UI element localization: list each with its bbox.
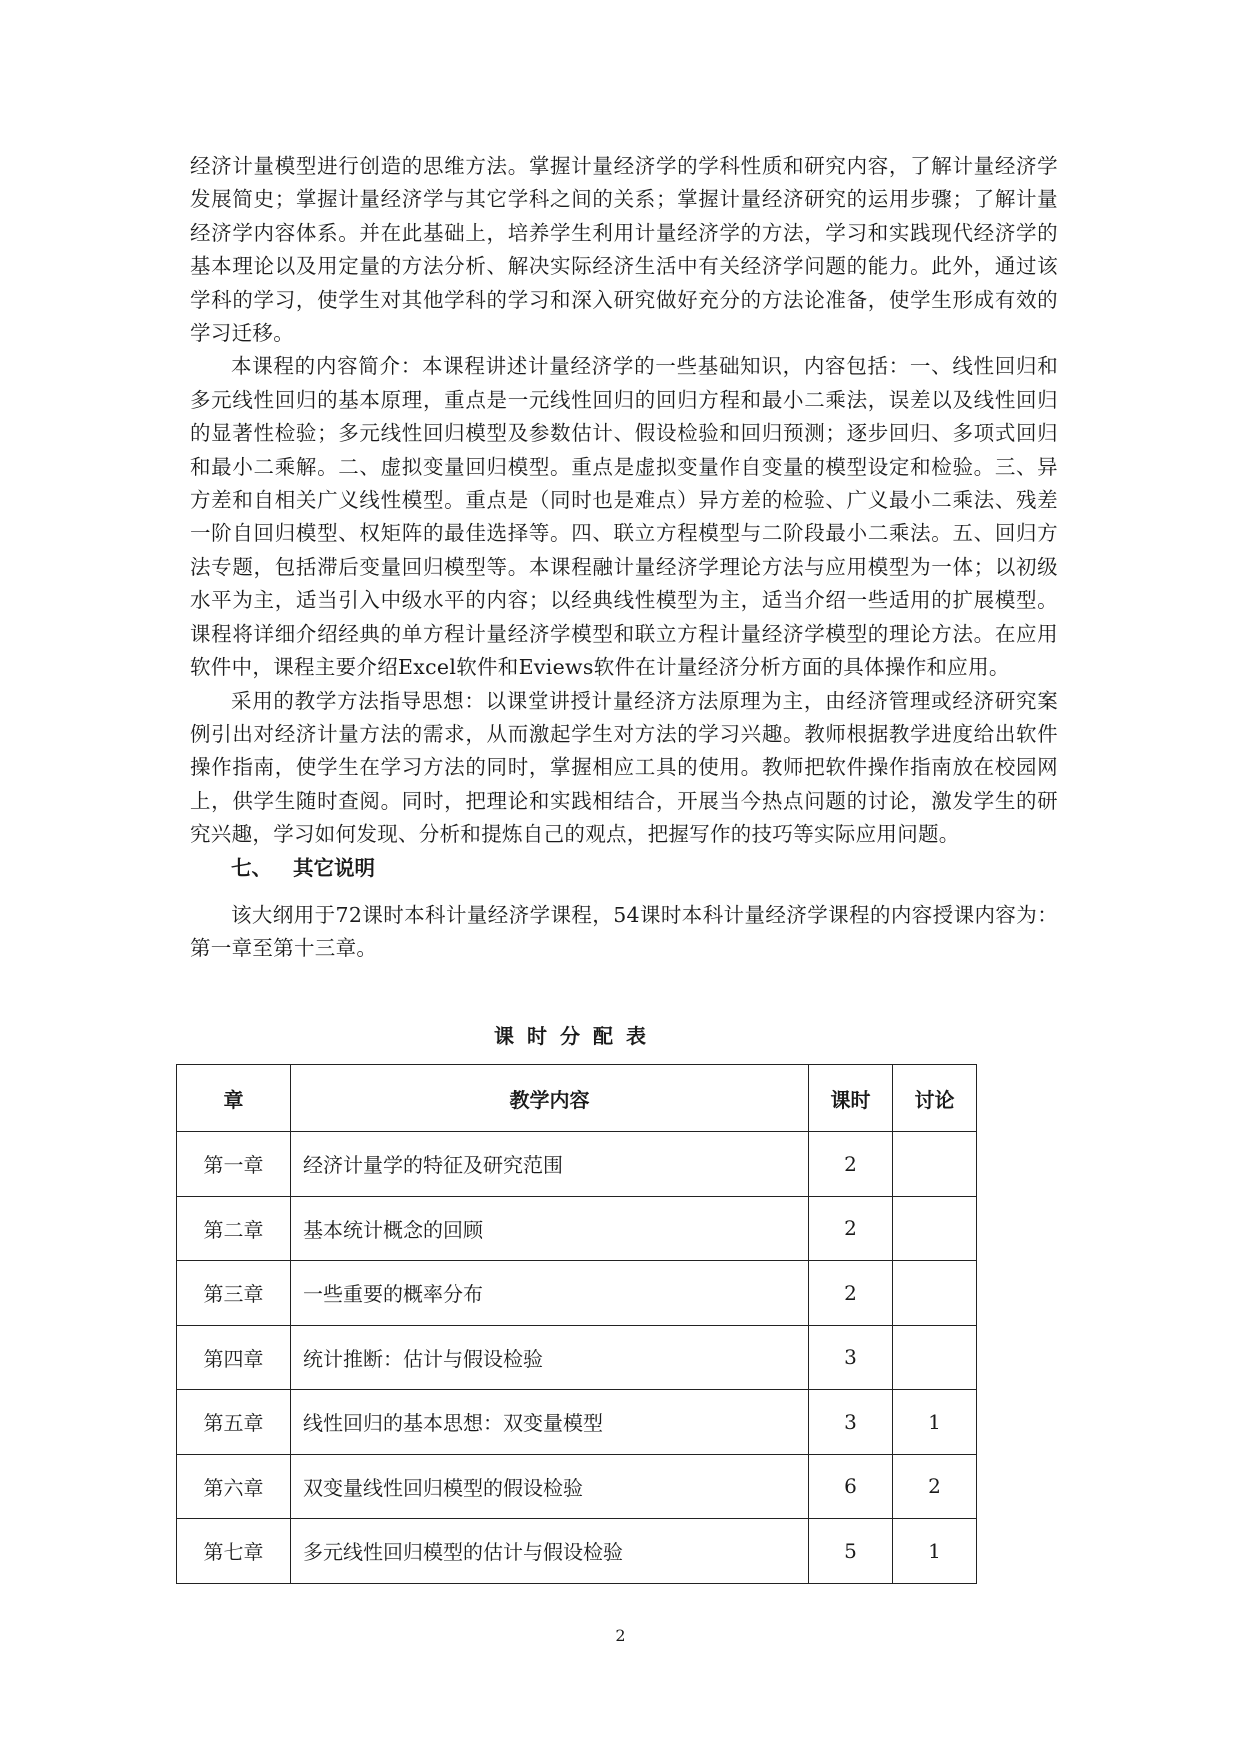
cell-chapter: 第一章 — [177, 1132, 291, 1197]
paragraph-course-intro: 本课程的内容简介：本课程讲述计量经济学的一些基础知识，内容包括：一、线性回归和多元线性回归的基本原理，重点是一元线性回归的回归方程和最小二乘法，误差以及线性回归的显著性检验；多元线性回归模型及参数估计、假设检验和回归预测；逐步回归、多项式回归和最小二乘解。二、虚拟变量回归模型。重点是虚拟变量作自变量的模型设定和检验。三、异方差和自相关广义线性模型。重点是（同时也是难点）异方差的检验、广义最小二乘法、残差一阶自回归模型、权矩阵的最佳选择等。四、联立方程模型与二阶段最小二乘法。五、回归方法专题，包括滞后变量回归模型等。本课程融计量经济学理论方法与应用模型为一体；以初级水平为主，适当引入中级水平的内容；以经典线性模型为主，适当介绍一些适用的扩展模型。课程将详细介绍经典的单方程计量经济学模型和联立方程计量经济学模型的理论方法。在应用软件中，课程主要介绍Excel软件和Eviews软件在计量经济分析方面的具体操作和应用。 — [190, 354, 1058, 680]
cell-content: 一些重要的概率分布 — [291, 1261, 809, 1326]
cell-chapter: 第五章 — [177, 1390, 291, 1455]
cell-hours: 6 — [809, 1454, 893, 1519]
cell-discussion — [893, 1196, 977, 1261]
hours-allocation-table — [176, 1064, 977, 1584]
cell-content: 统计推断：估计与假设检验 — [291, 1325, 809, 1390]
table-row — [177, 1519, 977, 1584]
cell-content: 经济计量学的特征及研究范围 — [291, 1132, 809, 1197]
cell-discussion — [893, 1261, 977, 1326]
document-body — [190, 150, 1058, 966]
cell-content: 双变量线性回归模型的假设检验 — [291, 1454, 809, 1519]
header-discussion: 讨论 — [893, 1065, 977, 1132]
table-row — [177, 1132, 977, 1197]
cell-hours: 2 — [809, 1132, 893, 1197]
paragraph-objectives: 经济计量模型进行创造的思维方法。掌握计量经济学的学科性质和研究内容，了解计量经济学发展简史；掌握计量经济学与其它学科之间的关系；掌握计量经济研究的运用步骤；了解计量经济学内容体系。并在此基础上，培养学生利用计量经济学的方法，学习和实践现代经济学的基本理论以及用定量的方法分析、解决实际经济生活中有关经济学问题的能力。此外，通过该学科的学习，使学生对其他学科的学习和深入研究做好充分的方法论准备，使学生形成有效的学习迁移。 — [190, 154, 1058, 346]
cell-hours: 3 — [809, 1390, 893, 1455]
section-heading — [190, 852, 1058, 885]
cell-chapter: 第六章 — [177, 1454, 291, 1519]
table-title: 课时分配表 — [494, 1024, 659, 1048]
cell-hours: 2 — [809, 1261, 893, 1326]
header-hours: 课时 — [809, 1065, 893, 1132]
header-content: 教学内容 — [291, 1065, 809, 1132]
section-title: 其它说明 — [293, 855, 375, 880]
cell-content: 线性回归的基本思想：双变量模型 — [291, 1390, 809, 1455]
page-number: 2 — [615, 1626, 626, 1645]
paragraph-teaching-method: 采用的教学方法指导思想：以课堂讲授计量经济方法原理为主，由经济管理或经济研究案例引出对经济计量方法的需求，从而激起学生对方法的学习兴趣。教师根据教学进度给出软件操作指南，使学生在学习方法的同时，掌握相应工具的使用。教师把软件操作指南放在校园网上，供学生随时查阅。同时，把理论和实践相结合，开展当今热点问题的讨论，激发学生的研究兴趣，学习如何发现、分析和提炼自己的观点，把握写作的技巧等实际应用问题。 — [190, 688, 1058, 847]
paragraph-other-notes: 该大纲用于72课时本科计量经济学课程，54课时本科计量经济学课程的内容授课内容为：第一章至第十三章。 — [190, 902, 1058, 961]
section-number: 七、 — [231, 855, 272, 880]
table-row — [177, 1390, 977, 1455]
cell-discussion — [893, 1325, 977, 1390]
cell-discussion: 1 — [893, 1519, 977, 1584]
table-row — [177, 1261, 977, 1326]
cell-chapter: 第七章 — [177, 1519, 291, 1584]
table-row — [177, 1454, 977, 1519]
cell-hours: 3 — [809, 1325, 893, 1390]
cell-hours: 2 — [809, 1196, 893, 1261]
cell-chapter: 第二章 — [177, 1196, 291, 1261]
header-chapter: 章 — [177, 1065, 291, 1132]
cell-discussion: 1 — [893, 1390, 977, 1455]
cell-chapter: 第四章 — [177, 1325, 291, 1390]
cell-discussion — [893, 1132, 977, 1197]
table-header-row — [177, 1065, 977, 1132]
cell-content: 多元线性回归模型的估计与假设检验 — [291, 1519, 809, 1584]
table-row — [177, 1196, 977, 1261]
table-row — [177, 1325, 977, 1390]
cell-content: 基本统计概念的回顾 — [291, 1196, 809, 1261]
cell-chapter: 第三章 — [177, 1261, 291, 1326]
cell-hours: 5 — [809, 1519, 893, 1584]
cell-discussion: 2 — [893, 1454, 977, 1519]
